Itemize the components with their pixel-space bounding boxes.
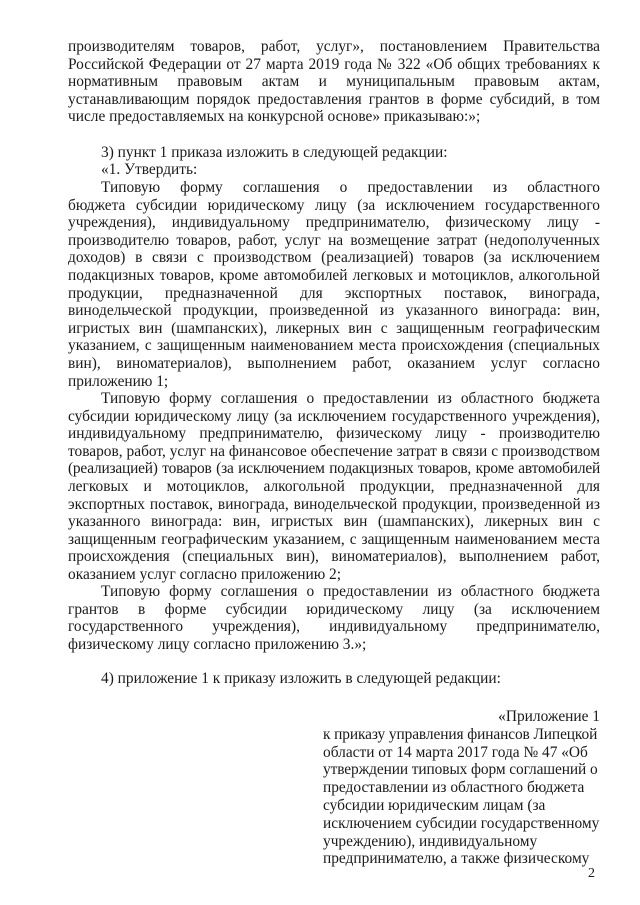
text-line: вин), виноматериалов), выполнением работ, оказанием услуг согласно (68, 354, 600, 372)
text-line: легковых и мотоциклов, алкогольной продукции, предназначенной для (68, 477, 600, 495)
text-line: продукции, предназначенной для экспортных поставок, винограда, (68, 284, 600, 302)
text-line: указанного винограда: вин, игристых вин (шампанских), ликерных вин с (68, 513, 600, 531)
item-4 (68, 670, 600, 688)
text-line: субсидии юридическому лицу (за исключением государственного учреждения), (68, 407, 600, 425)
text-line: производителям товаров, работ, услуг», постановлением Правительства (68, 38, 600, 55)
text-line: Типовую форму соглашения о предоставлении из областного бюджета (101, 583, 600, 600)
appendix-line: исключением субсидии государственному (323, 814, 600, 832)
form-2-paragraph (68, 390, 600, 584)
item-3 (68, 144, 600, 162)
form-3-paragraph (68, 583, 600, 653)
page-number: 2 (588, 866, 595, 881)
item-4-text: 4) приложение 1 к приказу изложить в следующей редакции: (101, 670, 501, 687)
text-line: бюджета субсидии юридическому лицу (за исключением государственного (68, 196, 600, 214)
text-line: оказанием услуг согласно приложению 2; (68, 565, 342, 583)
appendix-title: «Приложение 1 (498, 708, 600, 725)
appendix-line: предоставлении из областного бюджета (323, 779, 585, 797)
item-3-1-text: «1. Утвердить: (101, 161, 198, 178)
text-line: физическому лицу согласно приложению 3.»; (68, 635, 367, 653)
text-line: подакцизных товаров, кроме автомобилей легковых и мотоциклов, алкогольной (68, 266, 600, 284)
text-line: учреждения), индивидуальному предпринимателю, физическому лицу - (68, 214, 600, 232)
text-line: экспортных поставок, винограда, винодельческой продукции, произведенной из (68, 495, 600, 513)
text-line: государственного учреждения), индивидуальному предпринимателю, (68, 618, 600, 636)
appendix-line: области от 14 марта 2017 года № 47 «Об (323, 743, 588, 761)
text-line: грантов в форме субсидии юридическому лицу (за исключением (68, 600, 600, 618)
text-line: Российской Федерации от 27 марта 2019 года № 322 «Об общих требованиях к (68, 55, 600, 73)
text-line: индивидуальному предпринимателю, физическому лицу - производителю (68, 425, 600, 443)
appendix-line: утверждении типовых форм соглашений о (323, 761, 598, 779)
appendix-line: субсидии юридическим лицам (за (323, 796, 546, 814)
text-line: производителю товаров, работ, услуг на возмещение затрат (недополученных (68, 231, 600, 249)
text-line: игристых вин (шампанских), ликерных вин с защищенным географическим (68, 319, 600, 337)
text-line: винодельческой продукции, произведенной из указанного винограда: вин, (68, 302, 600, 320)
text-line: нормативным правовым актам и муниципальным правовым актам, (68, 73, 600, 91)
text-line: указанием, с защищенным наименованием места происхождения (специальных (68, 337, 600, 355)
text-line: приложению 1; (68, 372, 169, 390)
text-line: товаров, работ, услуг на финансовое обеспечение затрат в связи с производством (68, 442, 600, 460)
text-line: Типовую форму соглашения о предоставлении из областного бюджета (101, 390, 600, 407)
intro-paragraph (68, 38, 600, 126)
text-line: доходов) в связи с производством (реализацией) товаров (за исключением (68, 249, 600, 267)
item-3-1 (68, 161, 600, 179)
form-1-paragraph (68, 179, 600, 390)
appendix-line: предпринимателю, а также физическому (323, 850, 590, 868)
text-line: происхождения (специальных вин), виноматериалов), выполнением работ, (68, 548, 600, 566)
text-line: числе предоставляемых на конкурсной основе» приказываю:»; (68, 108, 481, 126)
appendix-line: учреждению), индивидуальному (323, 832, 538, 850)
appendix-line: к приказу управления финансов Липецкой (323, 725, 598, 743)
text-line: Типовую форму соглашения о предоставлении из областного (101, 179, 600, 196)
item-3-text: 3) пункт 1 приказа изложить в следующей редакции: (101, 144, 448, 161)
appendix-header (323, 708, 600, 868)
text-line: устанавливающим порядок предоставления грантов в форме субсидий, в том (68, 90, 600, 108)
text-line: (реализацией) товаров (за исключением подакцизных товаров, кроме автомобилей (68, 460, 600, 478)
text-line: защищенным географическим указанием, с защищенным наименованием места (68, 530, 600, 548)
